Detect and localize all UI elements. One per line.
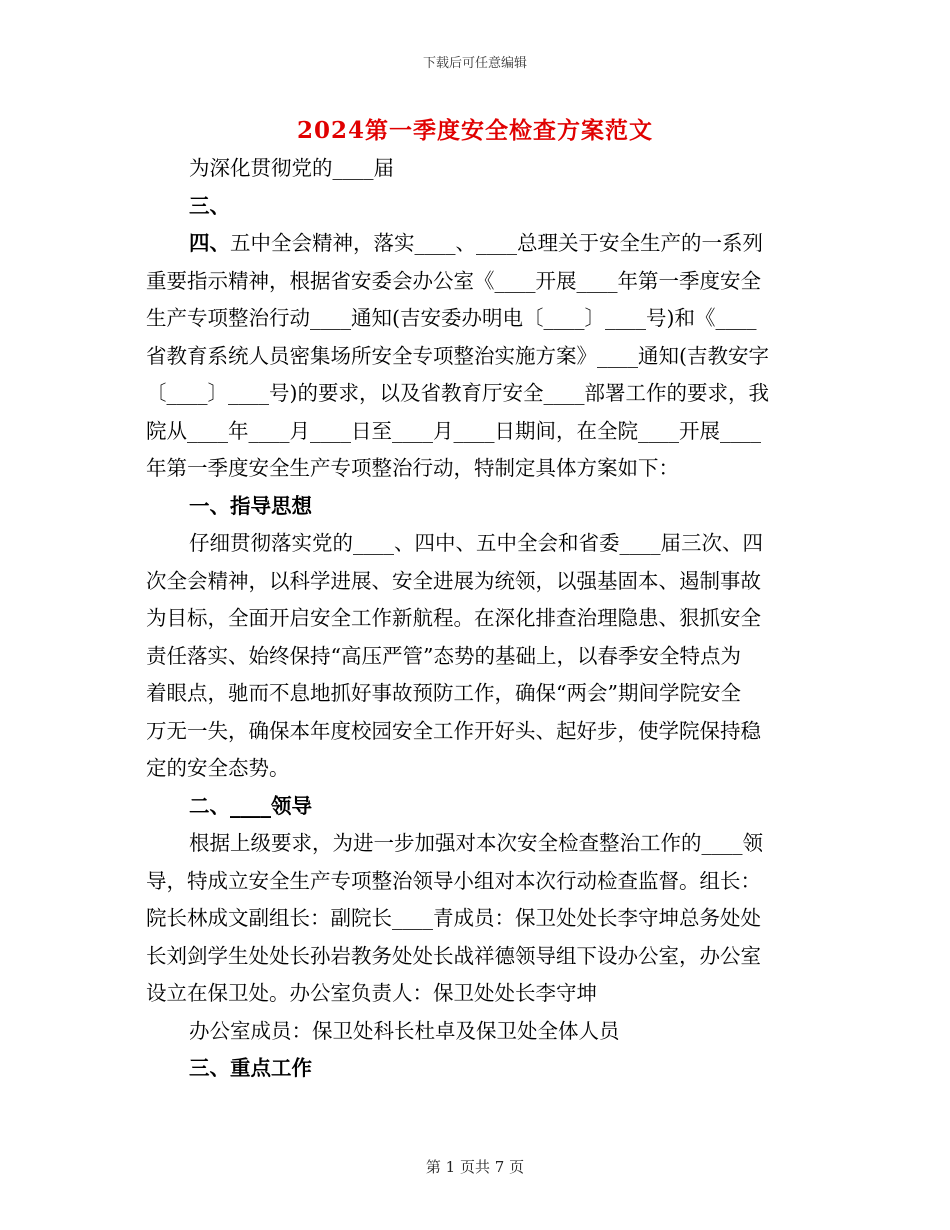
- body-line: 重要指示精神，根据省安委会办公室《____开展____年第一季度安全: [146, 268, 761, 293]
- section-heading: 一、指导思想: [189, 493, 312, 518]
- section-heading: 二、____领导: [189, 793, 312, 818]
- body-line: 院从____年____月____日至____月____日期间，在全院____开展____: [146, 418, 761, 443]
- body-line: 年第一季度安全生产专项整治行动，特制定具体方案如下：: [146, 456, 679, 480]
- section-heading: 三、重点工作: [189, 1056, 312, 1080]
- body-line: 仔细贯彻落实党的____、四中、五中全会和省委____届三次、四: [189, 531, 763, 555]
- body-line: 定的安全态势。: [146, 756, 290, 780]
- body-line: 为深化贯彻党的____届: [189, 156, 394, 180]
- body-line: 导，特成立安全生产专项整治领导小组对本次行动检查监督。组长：: [146, 868, 761, 893]
- body-line: 生产专项整治行动____通知(吉安委办明电〔____〕____号)和《____: [146, 306, 757, 330]
- body-line: 院长林成文副组长：副院长____青成员：保卫处处长李守坤总务处处: [146, 906, 761, 930]
- body-line: 省教育系统人员密集场所安全专项整治实施方案》____通知(吉教安字: [146, 343, 769, 368]
- body-line: 办公室成员：保卫处科长杜卓及保卫处全体人员: [189, 1018, 620, 1043]
- page-number-footer: 第 1 页共 7 页: [425, 1158, 525, 1176]
- body-line: 万无一失，确保本年度校园安全工作开好头、起好步，使学院保持稳: [146, 718, 761, 743]
- body-line: 长刘剑学生处处长孙岩教务处处长战祥德领导组下设办公室，办公室: [146, 943, 761, 968]
- body-line: 着眼点，驰而不息地抓好事故预防工作，确保“两会”期间学院安全: [146, 681, 741, 705]
- page-header-note: 下载后可任意编辑: [422, 56, 527, 71]
- document-title: 2024第一季度安全检查方案范文: [296, 117, 653, 144]
- body-line: 〔____〕____号)的要求，以及省教育厅安全____部署工作的要求，我: [146, 381, 769, 405]
- body-line: 设立在保卫处。办公室负责人：保卫处处长李守坤: [146, 981, 597, 1005]
- body-line: [146, 225, 806, 263]
- body-line: 为目标，全面开启安全工作新航程。在深化排查治理隐患、狠抓安全: [146, 606, 761, 630]
- body-line: 根据上级要求，为进一步加强对本次安全检查整治工作的____领: [189, 831, 763, 855]
- body-line: 次全会精神，以科学进展、安全进展为统领，以强基固本、遏制事故: [146, 568, 761, 593]
- body-line: 责任落实、始终保持“高压严管”态势的基础上，以春季安全特点为: [146, 643, 741, 668]
- body-line-text: 五中全会精神，落实____、____总理关于安全生产的一系列: [230, 231, 763, 255]
- paragraph-lead: 四、: [189, 231, 230, 255]
- section-heading: 三、: [189, 193, 230, 218]
- document-body: [146, 150, 806, 1088]
